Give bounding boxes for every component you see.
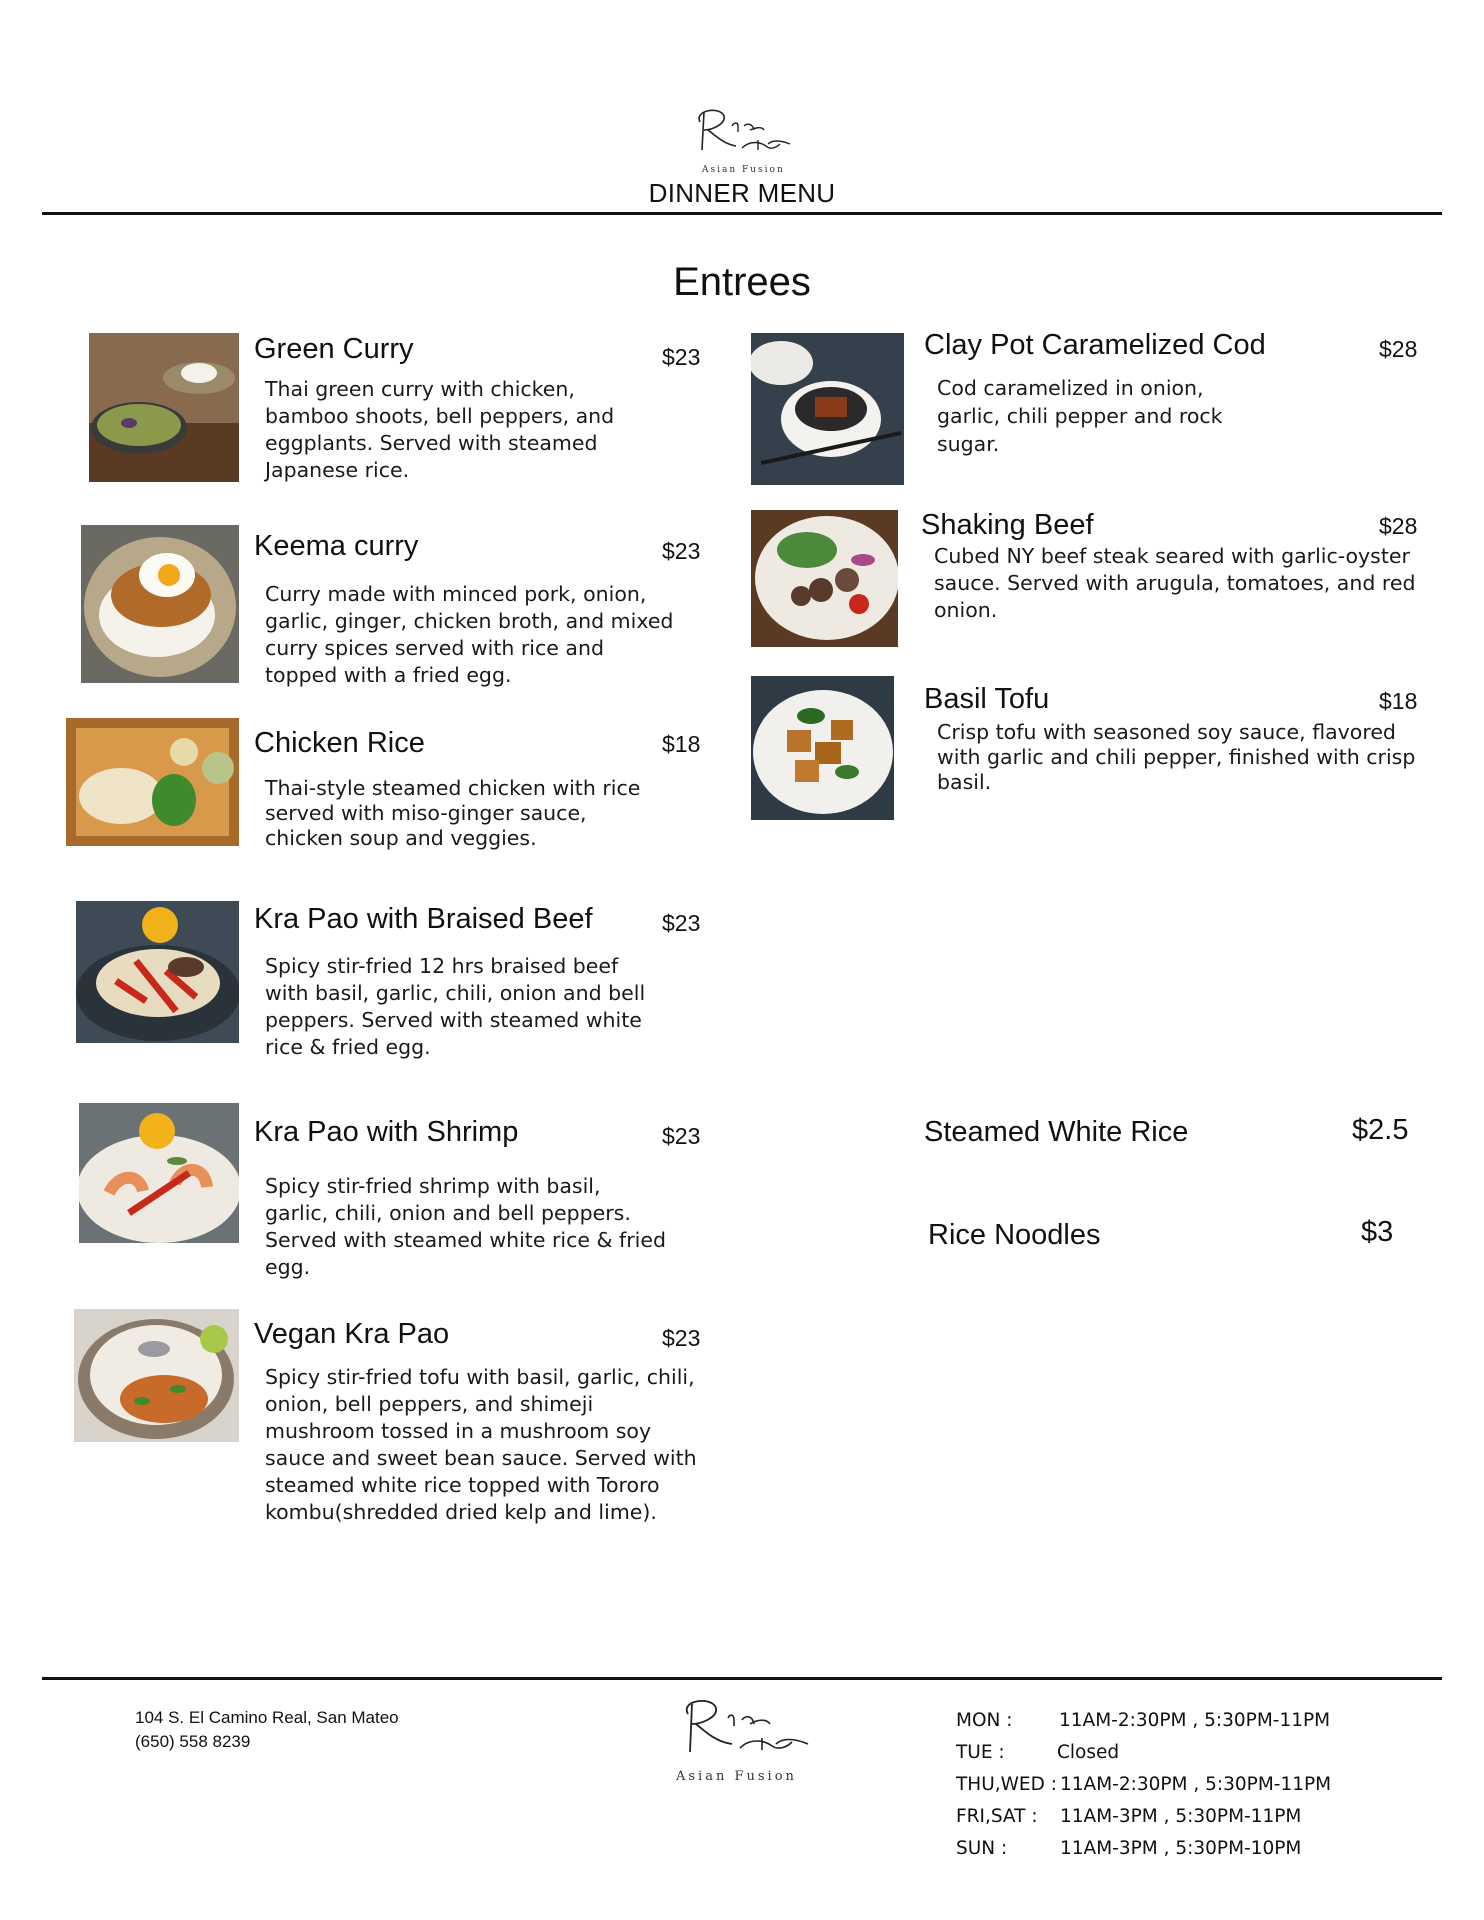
side-price: $3 bbox=[1361, 1216, 1394, 1248]
dish-price: $23 bbox=[662, 1325, 701, 1351]
dish-description: Cod caramelized in onion, garlic, chili pepper and rock sugar. bbox=[937, 376, 1223, 456]
dish-name: Kra Pao with Braised Beef bbox=[254, 903, 593, 935]
hours-day: SUN : bbox=[956, 1838, 1008, 1859]
dish-description: Cubed NY beef steak seared with garlic-oyster sauce. Served with arugula, tomatoes, and red onion. bbox=[934, 544, 1416, 622]
green-curry-photo bbox=[89, 333, 239, 482]
hours-time: 11AM-2:30PM , 5:30PM-11PM bbox=[1060, 1774, 1332, 1795]
brand-tagline-top: Asian Fusion bbox=[702, 165, 785, 175]
dish-name: Clay Pot Caramelized Cod bbox=[924, 329, 1266, 361]
side-price: $2.5 bbox=[1352, 1114, 1409, 1146]
dish-name: Green Curry bbox=[254, 333, 414, 365]
vegan-kra-pao-photo bbox=[74, 1309, 239, 1442]
dish-description: Spicy stir-fried tofu with basil, garlic, chili, onion, bell peppers, and shimeji mushroom tossed in a mushroom soy sauce and sweet bean sauce. Served with steamed white rice topped with Tororo kombu(shredded dried kelp and lime). bbox=[265, 1365, 697, 1524]
brand-logo bbox=[680, 100, 810, 180]
dish-price: $23 bbox=[662, 910, 701, 936]
hours-time: 11AM-2:30PM , 5:30PM-11PM bbox=[1059, 1710, 1331, 1731]
phone-number: (650) 558 8239 bbox=[135, 1732, 251, 1751]
dish-name: Basil Tofu bbox=[924, 683, 1050, 715]
hours-time: 11AM-3PM , 5:30PM-10PM bbox=[1060, 1838, 1302, 1859]
hours-time: 11AM-3PM , 5:30PM-11PM bbox=[1060, 1806, 1302, 1827]
dish-description: Spicy stir-fried 12 hrs braised beef with basil, garlic, chili, onion and bell peppers. Served with steamed white rice & fried egg. bbox=[265, 954, 646, 1059]
kra-pao-shrimp-photo bbox=[79, 1103, 239, 1243]
side-name: Steamed White Rice bbox=[924, 1116, 1189, 1148]
dish-name: Keema curry bbox=[254, 530, 419, 562]
dish-price: $23 bbox=[662, 344, 701, 370]
menu-title: DINNER MENU bbox=[648, 178, 836, 208]
hours-day: FRI,SAT : bbox=[956, 1806, 1038, 1827]
dish-price: $23 bbox=[662, 538, 701, 564]
address: 104 S. El Camino Real, San Mateo bbox=[135, 1708, 399, 1727]
clay-pot-cod-photo bbox=[751, 333, 904, 485]
section-title-entrees: Entrees bbox=[673, 260, 811, 304]
hours-time: Closed bbox=[1057, 1742, 1120, 1763]
dish-description: Spicy stir-fried shrimp with basil, garlic, chili, onion and bell peppers. Served with steamed white rice & fried egg. bbox=[265, 1174, 666, 1279]
dish-price: $18 bbox=[662, 731, 701, 757]
chicken-rice-photo bbox=[66, 718, 239, 846]
dish-description: Crisp tofu with seasoned soy sauce, flavored with garlic and chili pepper, finished with crisp basil. bbox=[937, 720, 1416, 794]
dish-name: Shaking Beef bbox=[921, 509, 1094, 541]
dish-price: $28 bbox=[1379, 513, 1418, 539]
footer-contact bbox=[135, 1706, 399, 1754]
side-name: Rice Noodles bbox=[928, 1219, 1101, 1251]
dish-price: $28 bbox=[1379, 336, 1418, 362]
dish-price: $18 bbox=[1379, 688, 1418, 714]
shaking-beef-photo bbox=[751, 510, 898, 647]
keema-curry-photo bbox=[81, 525, 239, 683]
footer-brand-logo bbox=[660, 1690, 830, 1790]
hours-day: MON : bbox=[956, 1710, 1013, 1731]
footer-divider bbox=[42, 1677, 1442, 1680]
hours-day: THU,WED : bbox=[956, 1774, 1057, 1795]
dish-name: Vegan Kra Pao bbox=[254, 1318, 450, 1350]
dish-description: Thai-style steamed chicken with rice served with miso-ginger sauce, chicken soup and veggies. bbox=[265, 776, 641, 850]
dish-price: $23 bbox=[662, 1123, 701, 1149]
dish-name: Chicken Rice bbox=[254, 727, 425, 759]
kra-pao-beef-photo bbox=[76, 901, 239, 1043]
dish-description: Thai green curry with chicken, bamboo shoots, bell peppers, and eggplants. Served with steamed Japanese rice. bbox=[265, 377, 615, 482]
header-divider bbox=[42, 212, 1442, 215]
hours-day: TUE : bbox=[956, 1742, 1005, 1763]
dish-description: Curry made with minced pork, onion, garlic, ginger, chicken broth, and mixed curry spices served with rice and topped with a fried egg. bbox=[265, 582, 674, 687]
basil-tofu-photo bbox=[751, 676, 894, 820]
dish-name: Kra Pao with Shrimp bbox=[254, 1116, 519, 1148]
brand-tagline-bottom: Asian Fusion bbox=[676, 1769, 797, 1784]
